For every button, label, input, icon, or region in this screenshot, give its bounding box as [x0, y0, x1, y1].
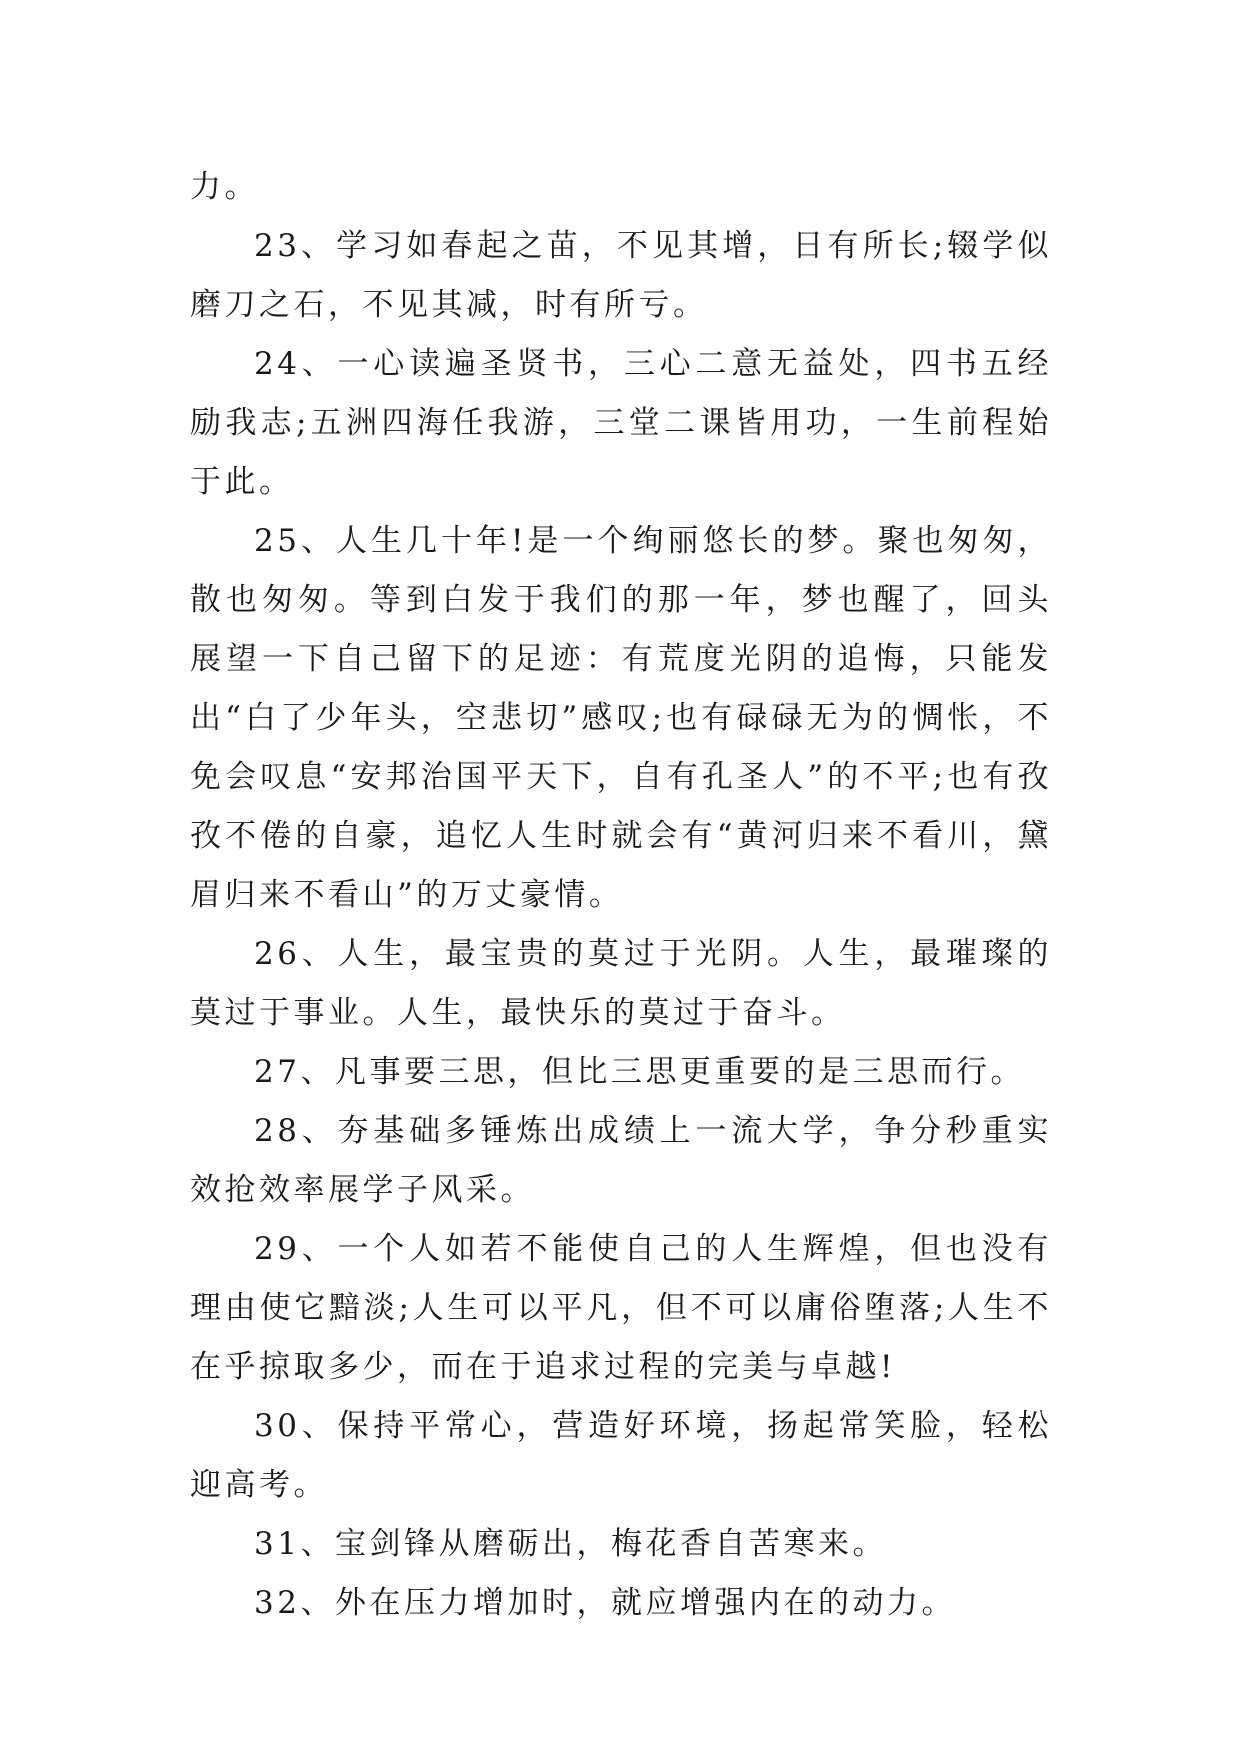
- document-body: [190, 158, 1052, 1633]
- paragraph-continuation: 力。: [190, 169, 259, 205]
- quote-31: 31、宝剑锋从磨砺出，梅花香自苦寒来。: [254, 1526, 887, 1562]
- quote-23: 23、学习如春起之苗，不见其增，日有所长;辍学似磨刀之石，不见其减，时有所亏。: [190, 228, 1052, 323]
- quote-28: 28、夯基础多锤炼出成绩上一流大学，争分秒重实效抢效率展学子风采。: [190, 1113, 1052, 1208]
- quote-26: 26、人生，最宝贵的莫过于光阴。人生，最璀璨的莫过于事业。人生，最快乐的莫过于奋斗。: [190, 936, 1052, 1031]
- quote-27: 27、凡事要三思，但比三思更重要的是三思而行。: [254, 1054, 1025, 1090]
- quote-32: 32、外在压力增加时，就应增强内在的动力。: [254, 1585, 956, 1621]
- quote-30: 30、保持平常心，营造好环境，扬起常笑脸，轻松迎高考。: [190, 1408, 1052, 1503]
- quote-25: 25、人生几十年!是一个绚丽悠长的梦。聚也匆匆，散也匆匆。等到白发于我们的那一年，梦也醒了，回头展望一下自己留下的足迹：有荒度光阴的追悔，只能发出“白了少年头，空悲切”感叹;也有碌碌无为的惆怅，不免会叹息“安邦治国平天下，自有孔圣人”的不平;也有孜孜不倦的自豪，追忆人生时就会有“黄河归来不看川，黛眉归来不看山”的万丈豪情。: [190, 523, 1052, 913]
- quote-24: 24、一心读遍圣贤书，三心二意无益处，四书五经励我志;五洲四海任我游，三堂二课皆用功，一生前程始于此。: [190, 346, 1052, 500]
- quote-29: 29、一个人如若不能使自己的人生辉煌，但也没有理由使它黯淡;人生可以平凡，但不可以庸俗堕落;人生不在乎掠取多少，而在于追求过程的完美与卓越!: [190, 1231, 1052, 1385]
